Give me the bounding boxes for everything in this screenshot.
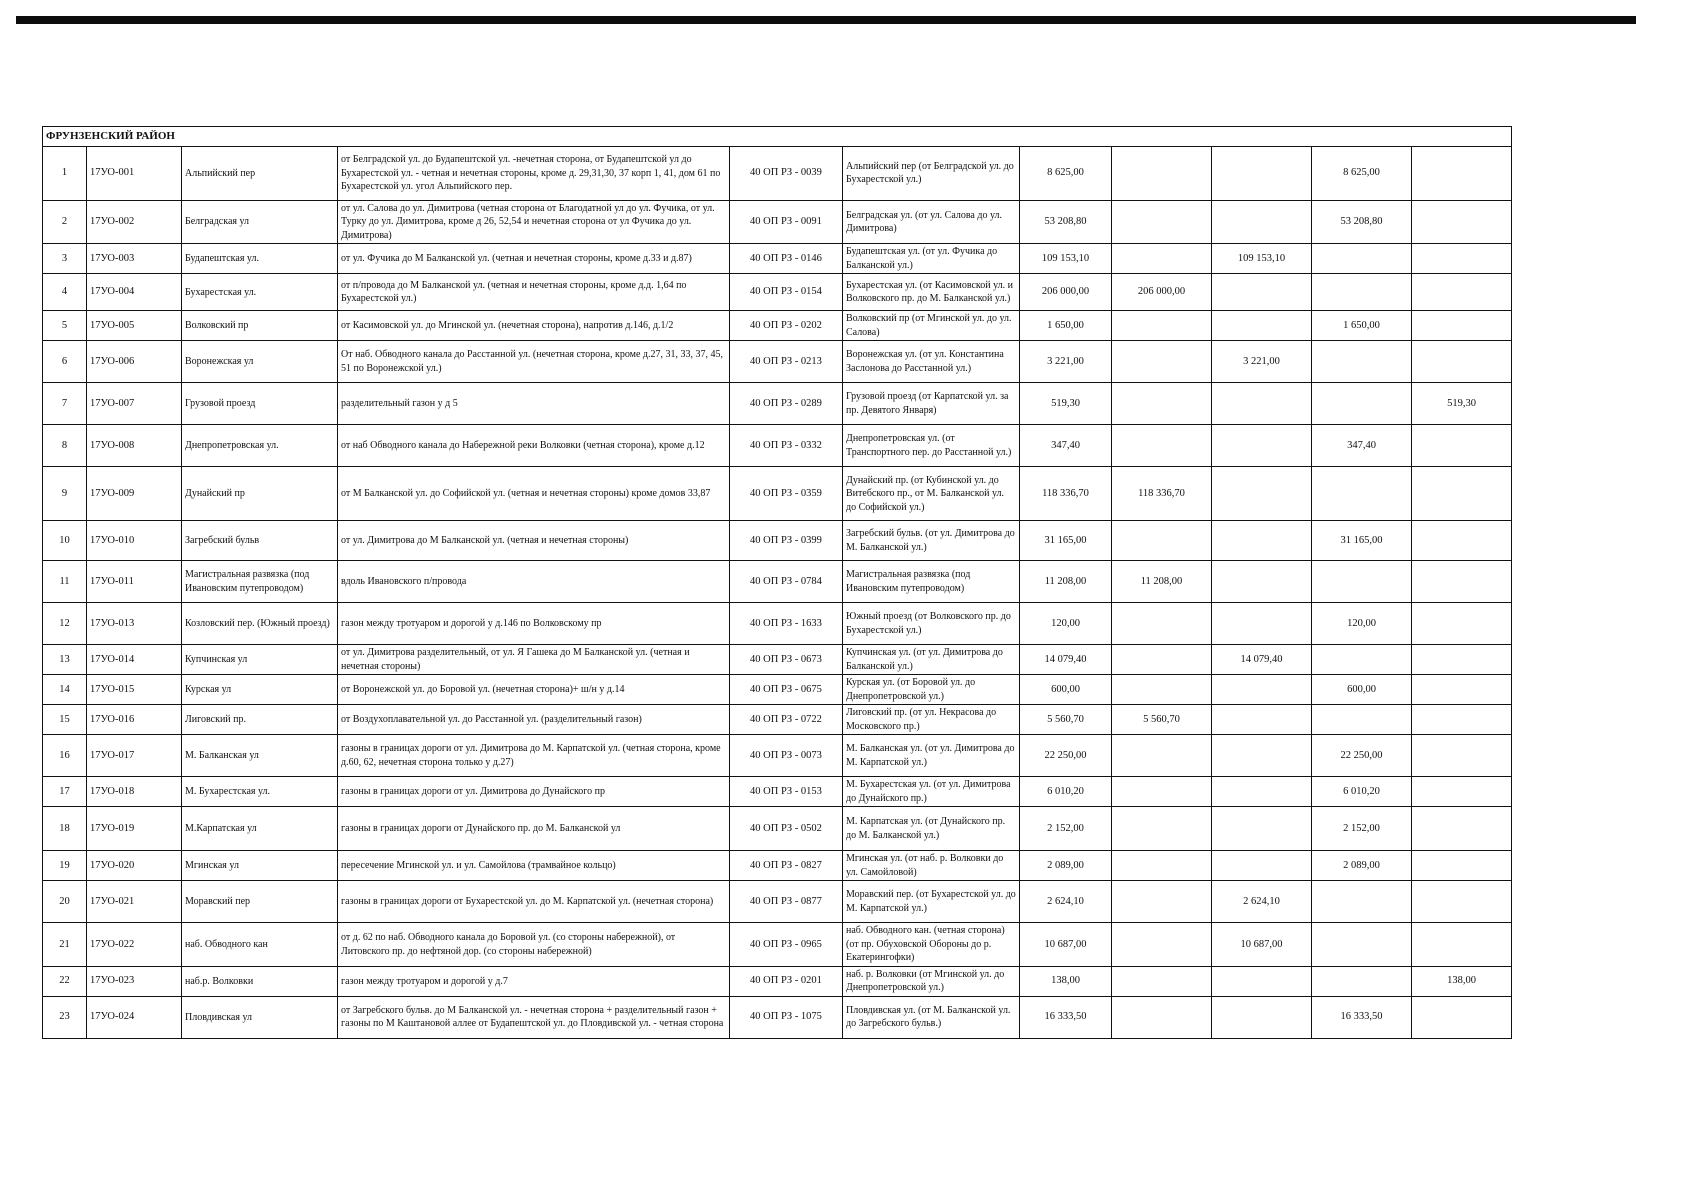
street-name: Мгинская ул [182,851,338,881]
object-code: 17УО-002 [87,200,182,244]
area-column-1: 118 336,70 [1112,467,1212,521]
area-column-2 [1212,807,1312,851]
street-name: Альпийский пер [182,146,338,200]
area-column-4 [1412,851,1512,881]
table-row [43,851,1512,881]
area-column-4 [1412,645,1512,675]
roads-table [42,126,1512,1039]
area-column-1: 206 000,00 [1112,274,1212,311]
area-column-3 [1312,923,1412,967]
object-code: 17УО-018 [87,777,182,807]
object-code: 17УО-011 [87,561,182,603]
road-register-name: наб. р. Волковки (от Мгинской ул. до Днепропетровской ул.) [843,966,1020,996]
area-column-1 [1112,521,1212,561]
row-number: 7 [43,383,87,425]
area-column-2 [1212,705,1312,735]
row-number: 16 [43,735,87,777]
total-area: 16 333,50 [1020,996,1112,1038]
table-row [43,274,1512,311]
road-register-name: Купчинская ул. (от ул. Димитрова до Балканской ул.) [843,645,1020,675]
total-area: 22 250,00 [1020,735,1112,777]
area-column-4 [1412,341,1512,383]
district-header-row [43,127,1512,147]
road-register-name: Мгинская ул. (от наб. р. Волковки до ул. Самойловой) [843,851,1020,881]
road-register-name: наб. Обводного кан. (четная сторона) (от пр. Обуховской Обороны до р. Екатерингофки) [843,923,1020,967]
total-area: 1 650,00 [1020,311,1112,341]
table-row [43,645,1512,675]
area-column-1 [1112,603,1212,645]
street-name: Волковский пр [182,311,338,341]
total-area: 10 687,00 [1020,923,1112,967]
area-column-1 [1112,383,1212,425]
area-column-1 [1112,923,1212,967]
road-register-name: Южный проезд (от Волковского пр. до Бухарестской ул.) [843,603,1020,645]
area-column-3: 16 333,50 [1312,996,1412,1038]
road-register-code: 40 ОП РЗ - 0201 [730,966,843,996]
street-name: Воронежская ул [182,341,338,383]
total-area: 14 079,40 [1020,645,1112,675]
area-column-4: 138,00 [1412,966,1512,996]
table-row [43,341,1512,383]
table-row [43,881,1512,923]
area-column-4 [1412,735,1512,777]
location-description: от Белградской ул. до Будапештской ул. -нечетная сторона, от Будапештской ул до Бухарестской ул. - четная и нечетная стороны, кроме д. 29,31,30, 37 корп 1, 41, дом 61 по Бухарестской ул. угол Альпийского пер. [338,146,730,200]
location-description: газон между тротуаром и дорогой у д.7 [338,966,730,996]
top-border-bar [16,16,1636,24]
area-column-1 [1112,777,1212,807]
row-number: 3 [43,244,87,274]
area-column-2 [1212,425,1312,467]
road-register-name: Дунайский пр. (от Кубинской ул. до Витебского пр., от М. Балканской ул. до Софийской ул.) [843,467,1020,521]
area-column-4 [1412,425,1512,467]
area-column-2 [1212,274,1312,311]
area-column-4 [1412,521,1512,561]
area-column-3: 2 152,00 [1312,807,1412,851]
total-area: 5 560,70 [1020,705,1112,735]
location-description: от Воронежской ул. до Боровой ул. (нечетная сторона)+ ш/н у д.14 [338,675,730,705]
area-column-2: 109 153,10 [1212,244,1312,274]
object-code: 17УО-004 [87,274,182,311]
area-column-3: 120,00 [1312,603,1412,645]
area-column-2: 2 624,10 [1212,881,1312,923]
road-register-code: 40 ОП РЗ - 0827 [730,851,843,881]
area-column-2 [1212,383,1312,425]
street-name: Белградская ул [182,200,338,244]
location-description: от Касимовской ул. до Мгинской ул. (нечетная сторона), напротив д.146, д.1/2 [338,311,730,341]
road-register-name: Грузовой проезд (от Карпатской ул. за пр. Девятого Января) [843,383,1020,425]
area-column-1 [1112,425,1212,467]
table-row [43,311,1512,341]
street-name: Купчинская ул [182,645,338,675]
road-register-name: Магистральная развязка (под Ивановским путепроводом) [843,561,1020,603]
location-description: вдоль Ивановского п/провода [338,561,730,603]
road-register-name: Пловдивская ул. (от М. Балканской ул. до Загребского бульв.) [843,996,1020,1038]
total-area: 2 624,10 [1020,881,1112,923]
row-number: 20 [43,881,87,923]
table-row [43,244,1512,274]
area-column-4 [1412,807,1512,851]
object-code: 17УО-024 [87,996,182,1038]
row-number: 15 [43,705,87,735]
object-code: 17УО-022 [87,923,182,967]
area-column-1 [1112,341,1212,383]
road-register-code: 40 ОП РЗ - 0153 [730,777,843,807]
area-column-2 [1212,675,1312,705]
area-column-3: 600,00 [1312,675,1412,705]
area-column-1: 5 560,70 [1112,705,1212,735]
road-register-code: 40 ОП РЗ - 1075 [730,996,843,1038]
total-area: 8 625,00 [1020,146,1112,200]
street-name: Козловский пер. (Южный проезд) [182,603,338,645]
row-number: 13 [43,645,87,675]
road-register-code: 40 ОП РЗ - 0213 [730,341,843,383]
table-row [43,777,1512,807]
area-column-3 [1312,881,1412,923]
object-code: 17УО-017 [87,735,182,777]
area-column-4 [1412,274,1512,311]
table-row [43,521,1512,561]
location-description: от Загребского бульв. до М Балканской ул. - нечетная сторона + разделительный газон + газоны по М Каштановой аллее от Будапештской ул. до Пловдивской ул. - четная сторона [338,996,730,1038]
area-column-1 [1112,675,1212,705]
road-register-code: 40 ОП РЗ - 0675 [730,675,843,705]
table-row [43,735,1512,777]
street-name: Моравский пер [182,881,338,923]
area-column-4 [1412,603,1512,645]
area-column-4 [1412,244,1512,274]
location-description: от наб Обводного канала до Набережной реки Волковки (четная сторона), кроме д.12 [338,425,730,467]
area-column-2 [1212,200,1312,244]
object-code: 17УО-006 [87,341,182,383]
area-column-1 [1112,966,1212,996]
street-name: Грузовой проезд [182,383,338,425]
area-column-2: 3 221,00 [1212,341,1312,383]
road-register-name: М. Бухарестская ул. (от ул. Димитрова до Дунайского пр.) [843,777,1020,807]
area-column-3 [1312,244,1412,274]
road-register-code: 40 ОП РЗ - 0332 [730,425,843,467]
row-number: 17 [43,777,87,807]
total-area: 3 221,00 [1020,341,1112,383]
street-name: Загребский бульв [182,521,338,561]
area-column-1 [1112,311,1212,341]
road-register-code: 40 ОП РЗ - 0502 [730,807,843,851]
location-description: от Воздухоплавательной ул. до Расстанной ул. (разделительный газон) [338,705,730,735]
object-code: 17УО-013 [87,603,182,645]
table-row [43,996,1512,1038]
total-area: 53 208,80 [1020,200,1112,244]
object-code: 17УО-005 [87,311,182,341]
road-register-name: Белградская ул. (от ул. Салова до ул. Димитрова) [843,200,1020,244]
area-column-1 [1112,996,1212,1038]
location-description: от п/провода до М Балканской ул. (четная и нечетная стороны, кроме д.д. 1,64 по Бухарестской ул.) [338,274,730,311]
road-register-name: Лиговский пр. (от ул. Некрасова до Московского пр.) [843,705,1020,735]
location-description: от д. 62 по наб. Обводного канала до Боровой ул. (со стороны набережной), от Литовского пр. до нефтяной дор. (со стороны набережной) [338,923,730,967]
location-description: от ул. Салова до ул. Димитрова (четная сторона от Благодатной ул до ул. Фучика, от ул. Турку до ул. Димитрова, кроме д 26, 52,54 и нечетная сторона от ул Фучика до ул. Димитрова) [338,200,730,244]
area-column-4 [1412,996,1512,1038]
table-row [43,807,1512,851]
row-number: 23 [43,996,87,1038]
row-number: 5 [43,311,87,341]
area-column-1 [1112,851,1212,881]
road-register-code: 40 ОП РЗ - 0359 [730,467,843,521]
area-column-3: 1 650,00 [1312,311,1412,341]
area-column-2 [1212,146,1312,200]
area-column-3: 2 089,00 [1312,851,1412,881]
object-code: 17УО-007 [87,383,182,425]
area-column-1 [1112,200,1212,244]
table-row [43,200,1512,244]
area-column-3: 347,40 [1312,425,1412,467]
area-column-1 [1112,645,1212,675]
street-name: Дунайский пр [182,467,338,521]
road-register-name: Воронежская ул. (от ул. Константина Заслонова до Расстанной ул.) [843,341,1020,383]
object-code: 17УО-015 [87,675,182,705]
location-description: газоны в границах дороги от ул. Димитрова до М. Карпатской ул. (четная сторона, кроме д.60, 62, нечетная сторона только у д.27) [338,735,730,777]
area-column-2 [1212,735,1312,777]
object-code: 17УО-003 [87,244,182,274]
area-column-2 [1212,777,1312,807]
road-register-name: Моравский пер. (от Бухарестской ул. до М. Карпатской ул.) [843,881,1020,923]
row-number: 8 [43,425,87,467]
road-register-code: 40 ОП РЗ - 0073 [730,735,843,777]
area-column-4 [1412,146,1512,200]
area-column-4 [1412,675,1512,705]
row-number: 12 [43,603,87,645]
total-area: 120,00 [1020,603,1112,645]
object-code: 17УО-023 [87,966,182,996]
street-name: наб. Обводного кан [182,923,338,967]
area-column-4 [1412,561,1512,603]
road-register-code: 40 ОП РЗ - 0202 [730,311,843,341]
district-title: ФРУНЗЕНСКИЙ РАЙОН [43,127,1512,147]
area-column-3 [1312,383,1412,425]
location-description: газоны в границах дороги от Бухарестской ул. до М. Карпатской ул. (нечетная сторона) [338,881,730,923]
row-number: 4 [43,274,87,311]
location-description: разделительный газон у д 5 [338,383,730,425]
row-number: 10 [43,521,87,561]
table-row [43,561,1512,603]
total-area: 109 153,10 [1020,244,1112,274]
area-column-3 [1312,274,1412,311]
area-column-3: 6 010,20 [1312,777,1412,807]
area-column-2 [1212,996,1312,1038]
object-code: 17УО-001 [87,146,182,200]
road-register-name: Курская ул. (от Боровой ул. до Днепропетровской ул.) [843,675,1020,705]
road-register-name: Бухарестская ул. (от Касимовской ул. и Волковского пр. до М. Балканской ул.) [843,274,1020,311]
road-register-code: 40 ОП РЗ - 0784 [730,561,843,603]
road-register-code: 40 ОП РЗ - 0877 [730,881,843,923]
street-name: Бухарестская ул. [182,274,338,311]
road-register-name: Днепропетровская ул. (от Транспортного пер. до Расстанной ул.) [843,425,1020,467]
row-number: 2 [43,200,87,244]
table-row [43,146,1512,200]
object-code: 17УО-010 [87,521,182,561]
area-column-1 [1112,735,1212,777]
area-column-1 [1112,244,1212,274]
location-description: газоны в границах дороги от ул. Димитрова до Дунайского пр [338,777,730,807]
area-column-3 [1312,705,1412,735]
table-row [43,603,1512,645]
area-column-4: 519,30 [1412,383,1512,425]
street-name: Днепропетровская ул. [182,425,338,467]
road-register-code: 40 ОП РЗ - 1633 [730,603,843,645]
location-description: от ул. Димитрова разделительный, от ул. Я Гашека до М Балканской ул. (четная и нечетная стороны) [338,645,730,675]
location-description: от М Балканской ул. до Софийской ул. (четная и нечетная стороны) кроме домов 33,87 [338,467,730,521]
area-column-2 [1212,311,1312,341]
object-code: 17УО-016 [87,705,182,735]
area-column-3 [1312,645,1412,675]
area-column-2: 14 079,40 [1212,645,1312,675]
area-column-4 [1412,705,1512,735]
total-area: 11 208,00 [1020,561,1112,603]
row-number: 11 [43,561,87,603]
area-column-3: 8 625,00 [1312,146,1412,200]
area-column-3 [1312,966,1412,996]
area-column-3 [1312,561,1412,603]
total-area: 347,40 [1020,425,1112,467]
total-area: 2 089,00 [1020,851,1112,881]
area-column-4 [1412,311,1512,341]
total-area: 6 010,20 [1020,777,1112,807]
area-column-2: 10 687,00 [1212,923,1312,967]
object-code: 17УО-021 [87,881,182,923]
road-register-code: 40 ОП РЗ - 0399 [730,521,843,561]
road-register-code: 40 ОП РЗ - 0039 [730,146,843,200]
street-name: Магистральная развязка (под Ивановским путепроводом) [182,561,338,603]
row-number: 19 [43,851,87,881]
street-name: Пловдивская ул [182,996,338,1038]
area-column-4 [1412,881,1512,923]
road-register-name: Волковский пр (от Мгинской ул. до ул. Салова) [843,311,1020,341]
total-area: 2 152,00 [1020,807,1112,851]
total-area: 600,00 [1020,675,1112,705]
object-code: 17УО-008 [87,425,182,467]
row-number: 21 [43,923,87,967]
table-row [43,467,1512,521]
area-column-3: 53 208,80 [1312,200,1412,244]
area-column-1: 11 208,00 [1112,561,1212,603]
object-code: 17УО-014 [87,645,182,675]
total-area: 519,30 [1020,383,1112,425]
area-column-3 [1312,467,1412,521]
area-column-1 [1112,146,1212,200]
table-row [43,675,1512,705]
row-number: 1 [43,146,87,200]
road-register-code: 40 ОП РЗ - 0965 [730,923,843,967]
object-code: 17УО-019 [87,807,182,851]
row-number: 14 [43,675,87,705]
road-register-name: Альпийский пер (от Белградской ул. до Бухарестской ул.) [843,146,1020,200]
table-row [43,705,1512,735]
road-register-name: Загребский бульв. (от ул. Димитрова до М. Балканской ул.) [843,521,1020,561]
street-name: наб.р. Волковки [182,966,338,996]
table-row [43,383,1512,425]
area-column-1 [1112,807,1212,851]
area-column-4 [1412,923,1512,967]
area-column-2 [1212,966,1312,996]
location-description: газоны в границах дороги от Дунайского пр. до М. Балканской ул [338,807,730,851]
location-description: газон между тротуаром и дорогой у д.146 по Волковскому пр [338,603,730,645]
road-register-code: 40 ОП РЗ - 0091 [730,200,843,244]
area-column-1 [1112,881,1212,923]
object-code: 17УО-009 [87,467,182,521]
area-column-2 [1212,467,1312,521]
road-register-name: Будапештская ул. (от ул. Фучика до Балканской ул.) [843,244,1020,274]
row-number: 9 [43,467,87,521]
area-column-3: 31 165,00 [1312,521,1412,561]
location-description: от ул. Фучика до М Балканской ул. (четная и нечетная стороны, кроме д.33 и д.87) [338,244,730,274]
street-name: М.Карпатская ул [182,807,338,851]
road-register-name: М. Карпатская ул. (от Дунайского пр. до М. Балканской ул.) [843,807,1020,851]
road-register-code: 40 ОП РЗ - 0722 [730,705,843,735]
row-number: 18 [43,807,87,851]
area-column-3: 22 250,00 [1312,735,1412,777]
total-area: 206 000,00 [1020,274,1112,311]
location-description: От наб. Обводного канала до Расстанной ул. (нечетная сторона, кроме д.27, 31, 33, 37, 45, 51 по Воронежской ул.) [338,341,730,383]
area-column-4 [1412,200,1512,244]
row-number: 6 [43,341,87,383]
area-column-2 [1212,521,1312,561]
table-row [43,966,1512,996]
street-name: М. Бухарестская ул. [182,777,338,807]
area-column-2 [1212,603,1312,645]
location-description: от ул. Димитрова до М Балканской ул. (четная и нечетная стороны) [338,521,730,561]
area-column-2 [1212,561,1312,603]
road-register-code: 40 ОП РЗ - 0673 [730,645,843,675]
area-column-3 [1312,341,1412,383]
road-register-code: 40 ОП РЗ - 0154 [730,274,843,311]
total-area: 118 336,70 [1020,467,1112,521]
area-column-2 [1212,851,1312,881]
total-area: 138,00 [1020,966,1112,996]
object-code: 17УО-020 [87,851,182,881]
area-column-4 [1412,467,1512,521]
district-table-sheet [42,126,1512,1039]
table-row [43,923,1512,967]
street-name: Курская ул [182,675,338,705]
road-register-name: М. Балканская ул. (от ул. Димитрова до М. Карпатской ул.) [843,735,1020,777]
total-area: 31 165,00 [1020,521,1112,561]
row-number: 22 [43,966,87,996]
area-column-4 [1412,777,1512,807]
road-register-code: 40 ОП РЗ - 0146 [730,244,843,274]
road-register-code: 40 ОП РЗ - 0289 [730,383,843,425]
street-name: Будапештская ул. [182,244,338,274]
street-name: Лиговский пр. [182,705,338,735]
street-name: М. Балканская ул [182,735,338,777]
table-row [43,425,1512,467]
location-description: пересечение Мгинской ул. и ул. Самойлова (трамвайное кольцо) [338,851,730,881]
